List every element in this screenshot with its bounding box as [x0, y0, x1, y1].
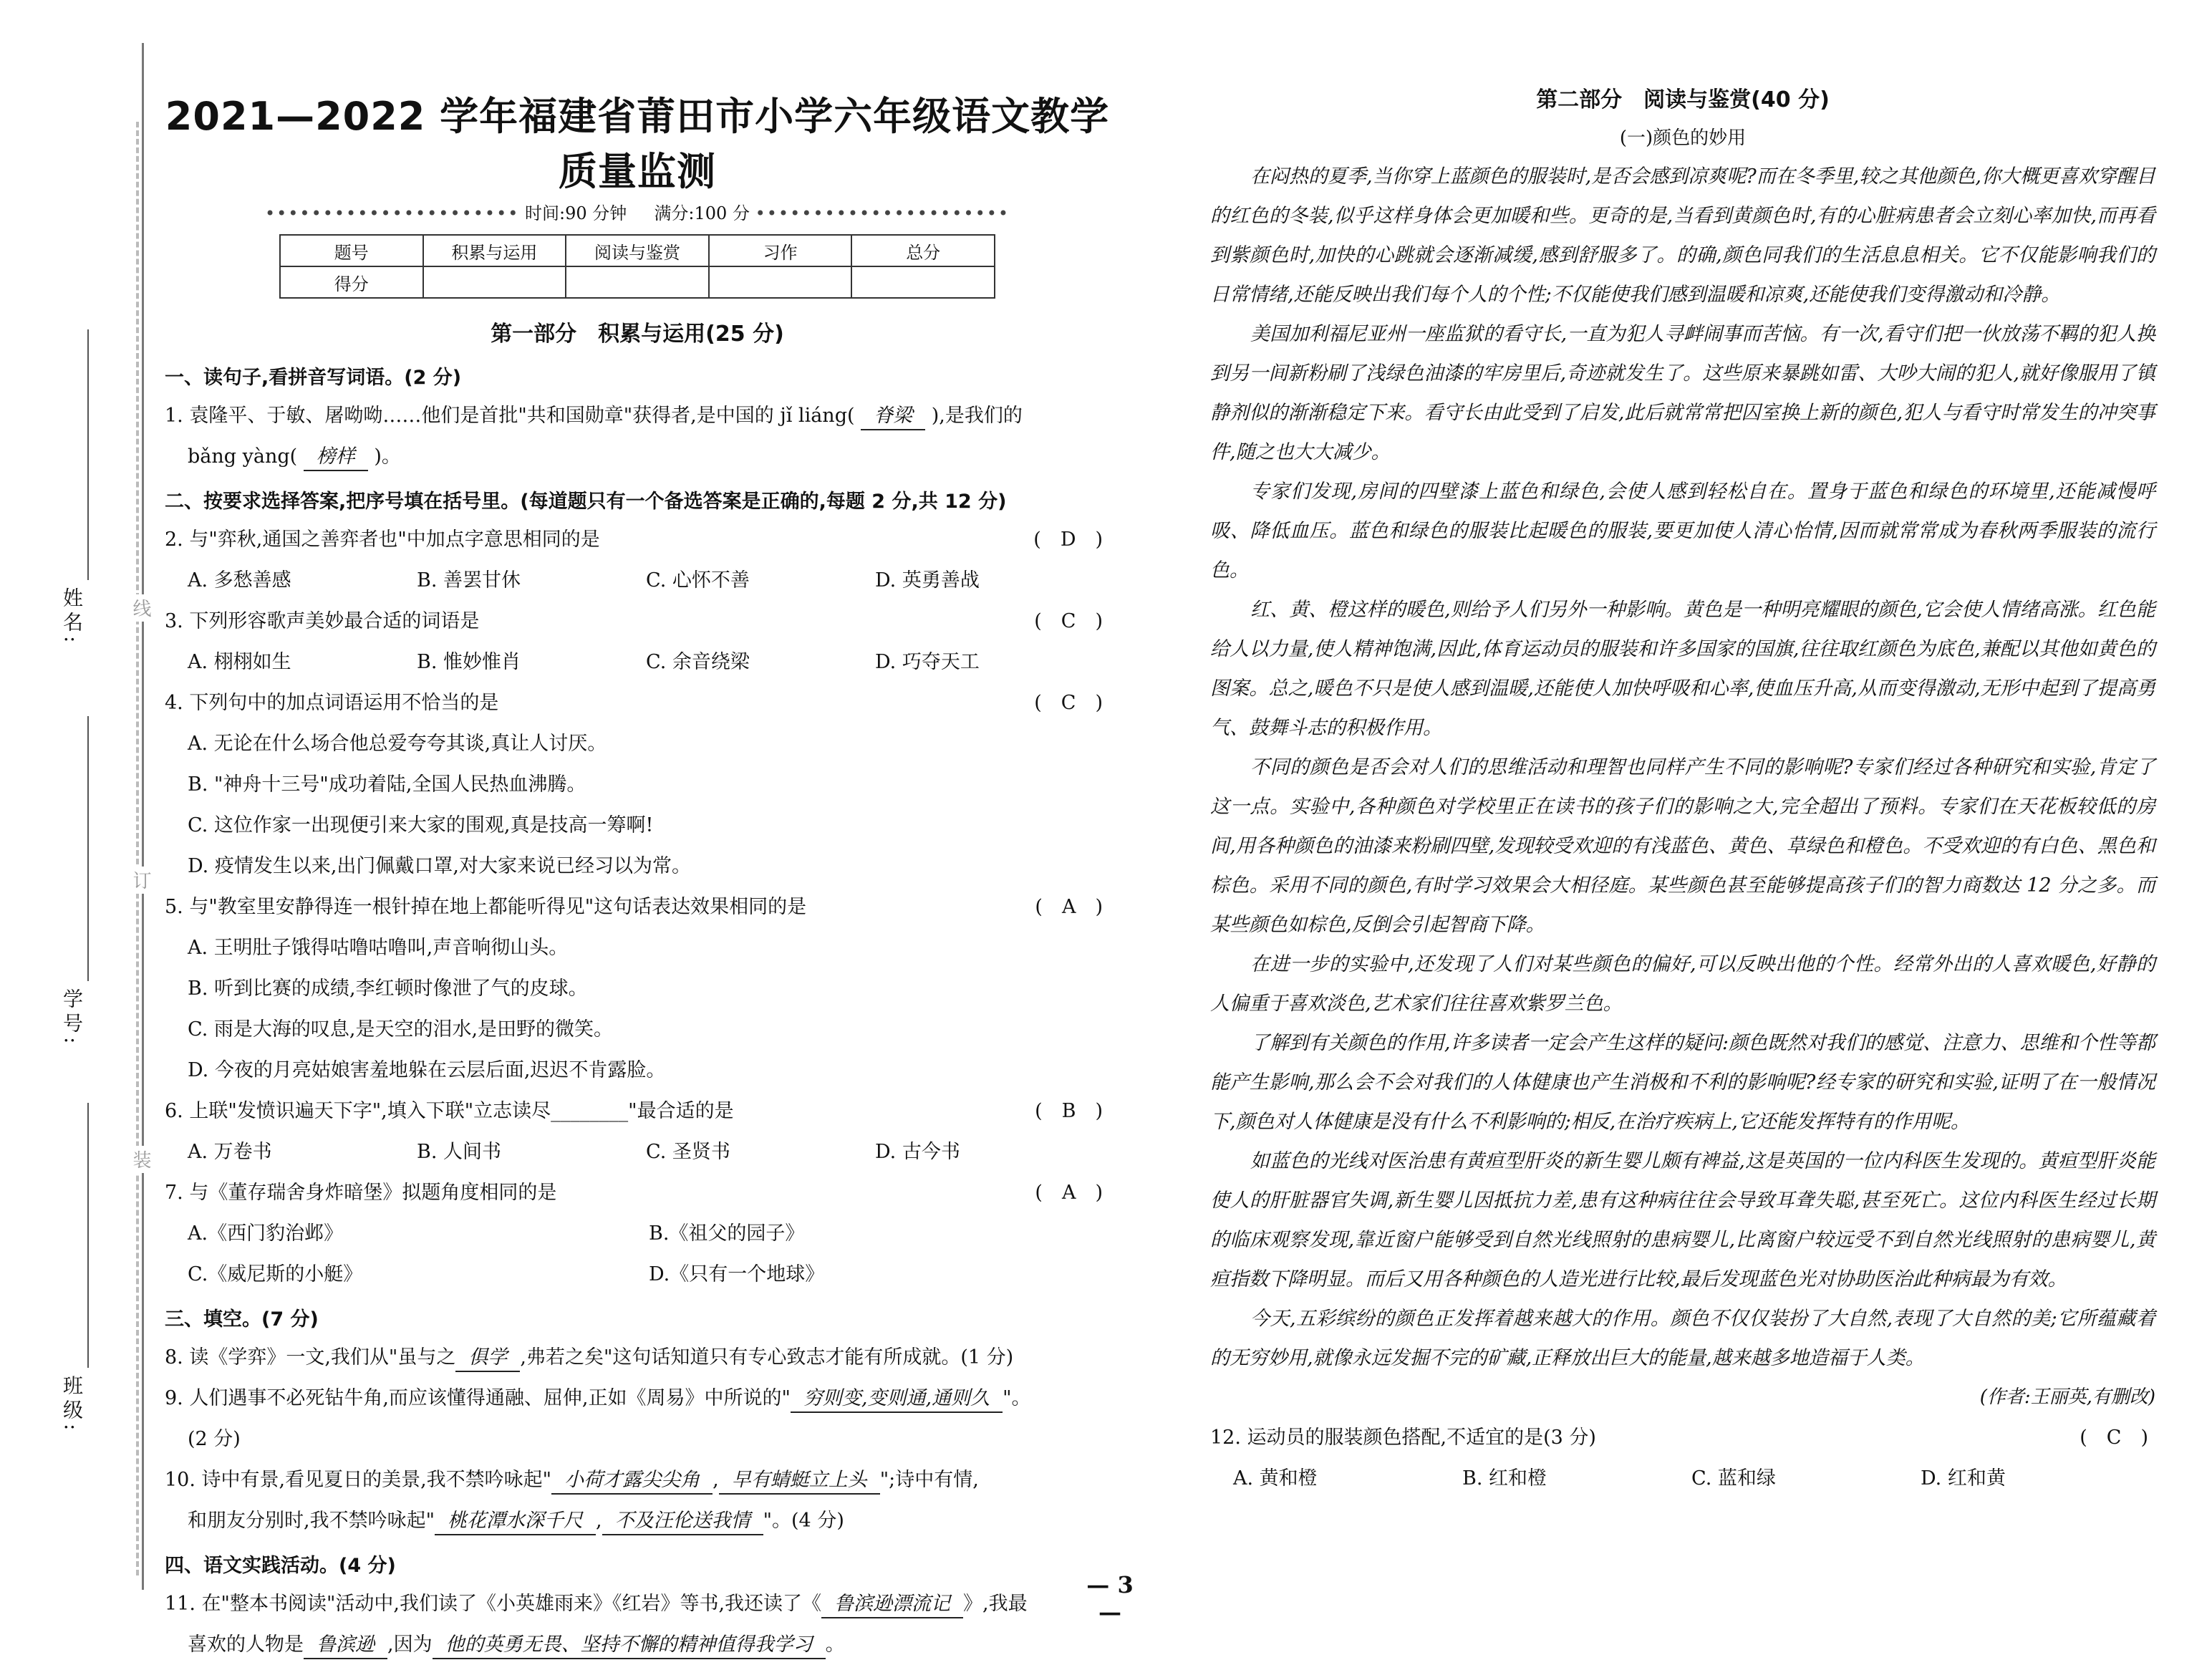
name-underline	[87, 329, 89, 580]
q7-answer[interactable]: ( A )	[1035, 1182, 1103, 1204]
question-6	[165, 1091, 1110, 1131]
q2-answer[interactable]: ( D )	[1033, 529, 1103, 551]
option: C. 蓝和绿	[1691, 1467, 1776, 1490]
subtitle-dots-left: ••••••••••••••••••••••	[264, 203, 520, 223]
score-cell[interactable]	[851, 266, 995, 298]
section-3-heading: 三、填空。(7 分)	[165, 1308, 319, 1331]
q12-answer[interactable]: ( C )	[2080, 1427, 2148, 1449]
score-table-score-row	[280, 266, 995, 298]
question-7	[165, 1172, 1110, 1213]
class-underline	[87, 1103, 89, 1368]
exam-time: 时间:90 分钟	[525, 203, 627, 223]
q12-text: 12. 运动员的服装颜色搭配,不适宜的是(3 分)	[1210, 1427, 1596, 1449]
option: D. 巧夺天工	[875, 651, 980, 673]
option: A. 栩栩如生	[188, 651, 291, 673]
question-4	[165, 682, 1110, 723]
option: C. 圣贤书	[646, 1141, 730, 1163]
question-11	[165, 1583, 1110, 1624]
score-header-cell: 总分	[851, 235, 995, 266]
passage-paragraph: 了解到有关颜色的作用,许多读者一定会产生这样的疑问:颜色既然对我们的感觉、注意力、思维和个性等都能产生影响,那么会不会对我们的人体健康也产生消极和不利的影响呢?经专家的研究和实验,证明了在一般情况下,颜色对人体健康是没有什么不利影响的;相反,在治疗疾病上,它还能发挥特有的作用呢。	[1210, 1032, 2155, 1133]
q10-answer-1[interactable]: 小荷才露尖尖角	[551, 1467, 713, 1495]
option: D. 古今书	[875, 1141, 960, 1163]
q10-text-c: 和朋友分别时,我不禁吟咏起"	[188, 1510, 435, 1532]
question-1-line1	[165, 395, 1110, 436]
q11-answer-1[interactable]: 鲁滨逊漂流记	[821, 1591, 963, 1618]
q11-text-d: ,因为	[387, 1633, 433, 1656]
q10-text-a: 10. 诗中有景,看见夏日的美景,我不禁吟咏起"	[165, 1469, 552, 1491]
q8-answer[interactable]: 俱学	[455, 1345, 520, 1372]
option: B.《祖父的园子》	[649, 1222, 805, 1245]
q11-answer-3[interactable]: 他的英勇无畏、坚持不懈的精神值得我学习	[433, 1632, 826, 1659]
q5-option-a: A. 王明肚子饿得咕噜咕噜叫,声音响彻山头。	[188, 937, 569, 959]
question-2	[165, 519, 1110, 560]
option: A. 黄和橙	[1233, 1467, 1318, 1490]
option: C.《威尼斯的小艇》	[188, 1263, 363, 1285]
q11-text-b: 》,我最	[963, 1593, 1028, 1615]
number-label: 学号:	[60, 988, 84, 1048]
q12-options	[1210, 1458, 2155, 1499]
question-8	[165, 1337, 1110, 1378]
q11-text-e: 。	[825, 1633, 845, 1656]
passage-paragraph: 红、黄、橙这样的暖色,则给予人们另外一种影响。黄色是一种明亮耀眼的颜色,它会使人情绪高涨。红色能给人以力量,使人精神饱满,因此,体育运动员的服装和许多国家的国旗,往往取红颜色为底色,兼配以其他如黄色的图案。总之,暖色不只是使人感到温暖,还能使人加快呼吸和心率,使血压升高,从而变得激动,无形中起到了提高勇气、鼓舞斗志的积极作用。	[1210, 599, 2155, 739]
q1-text-b: ),是我们的	[931, 405, 1023, 427]
option: A. 多愁善感	[188, 569, 291, 592]
q4-option-b: B. "神舟十三号"成功着陆,全国人民热血沸腾。	[188, 773, 586, 796]
exam-full-score: 满分:100 分	[654, 203, 750, 223]
score-header-cell: 题号	[280, 235, 423, 266]
option: D.《只有一个地球》	[649, 1263, 825, 1285]
q9-score: (2 分)	[188, 1428, 241, 1450]
q1-text-d: )。	[374, 445, 401, 468]
q10-separator: ,	[713, 1469, 719, 1491]
q5-option-d: D. 今夜的月亮姑娘害羞地躲在云层后面,迟迟不肯露脸。	[188, 1059, 666, 1081]
passage-title: (一)颜色的妙用	[1619, 127, 1747, 149]
passage-paragraph: 在闷热的夏季,当你穿上蓝颜色的服装时,是否会感到凉爽呢?而在冬季里,较之其他颜色,你大概更喜欢穿醒目的红色的冬装,似乎这样身体会更加暖和些。更奇的是,当看到黄颜色时,有的心脏病患者会立刻心率加快,而再看到紫颜色时,加快的心跳就会逐渐减缓,感到舒服多了。的确,颜色同我们的生活息息相关。它不仅能影响我们的日常情绪,还能反映出我们每个人的个性;不仅能使我们感到温暖和凉爽,还能使我们变得激动和冷静。	[1210, 165, 2155, 306]
part2-title: 第二部分 阅读与鉴赏(40 分)	[1536, 87, 1830, 112]
part1-title: 第一部分 积累与运用(25 分)	[491, 322, 784, 347]
section-4-heading: 四、语文实践活动。(4 分)	[165, 1555, 396, 1577]
q9-text-a: 9. 人们遇事不必死钻牛角,而应该懂得通融、屈伸,正如《周易》中所说的"	[165, 1387, 791, 1409]
section-1-heading: 一、读句子,看拼音写词语。(2 分)	[165, 367, 462, 389]
q3-options	[165, 642, 1110, 682]
q8-text-b: ,弗若之矣"这句话知道只有专心致志才能有所成就。(1 分)	[520, 1346, 1014, 1369]
question-12	[1210, 1417, 2155, 1458]
passage-paragraph: 专家们发现,房间的四壁漆上蓝色和绿色,会使人感到轻松自在。置身于蓝色和绿色的环境里,还能减慢呼吸、降低血压。蓝色和绿色的服装比起暖色的服装,要更加使人清心怡情,因而就常常成为春秋两季服装的流行色。	[1210, 481, 2155, 581]
binding-margin	[0, 0, 151, 1641]
q9-answer[interactable]: 穷则变,变则通,通则久	[791, 1386, 1003, 1413]
passage-author: (作者:王丽英,有删改)	[1979, 1386, 2155, 1408]
q5-answer[interactable]: ( A )	[1035, 896, 1103, 918]
q3-text: 3. 下列形容歌声美妙最合适的词语是	[165, 610, 480, 632]
question-5	[165, 887, 1110, 927]
option: D. 英勇善战	[875, 569, 980, 592]
option: B. 惟妙惟肖	[417, 651, 521, 673]
exam-title: 2021—2022 学年福建省莆田市小学六年级语文教学质量监测	[165, 94, 1110, 194]
q5-option-b: B. 听到比赛的成绩,李红顿时像泄了气的皮球。	[188, 978, 588, 1000]
binding-word-line: 线	[127, 594, 154, 622]
option: A.《西门豹治邺》	[188, 1222, 344, 1245]
q2-options	[165, 560, 1110, 601]
option: B. 善罢甘休	[417, 569, 521, 592]
binding-word-staple: 订	[127, 867, 154, 894]
q10-answer-2[interactable]: 早有蜻蜓立上头	[719, 1467, 880, 1495]
option: C. 心怀不善	[646, 569, 750, 592]
binding-solid-line	[142, 43, 144, 1590]
question-10-line2	[165, 1500, 1110, 1541]
option: C. 余音绕梁	[646, 651, 750, 673]
question-1-line2	[165, 436, 1110, 477]
option: A. 万卷书	[188, 1141, 272, 1163]
q4-text: 4. 下列句中的加点词语运用不恰当的是	[165, 692, 499, 714]
q7-text: 7. 与《董存瑞舍身炸暗堡》拟题角度相同的是	[165, 1182, 557, 1204]
score-header-cell: 习作	[709, 235, 852, 266]
q4-option-a: A. 无论在什么场合他总爱夸夸其谈,真让人讨厌。	[188, 733, 607, 755]
q6-answer[interactable]: ( B )	[1035, 1100, 1103, 1122]
passage-paragraph: 美国加利福尼亚州一座监狱的看守长,一直为犯人寻衅闹事而苦恼。有一次,看守们把一伙放荡不羁的犯人换到另一间新粉刷了浅绿色油漆的牢房里后,奇迹就发生了。这些原来暴跳如雷、大吵大闹的犯人,就好像服用了镇静剂似的渐渐稳定下来。看守长由此受到了启发,此后就常常把囚室换上新的颜色,犯人与看守时常发生的冲突事件,随之也大大减少。	[1210, 323, 2155, 463]
score-cell[interactable]	[709, 266, 852, 298]
question-10	[165, 1459, 1110, 1500]
q1-text-a: 1. 袁隆平、于敏、屠呦呦……他们是首批"共和国勋章"获得者,是中国的 jǐ liáng(	[165, 405, 855, 427]
q4-option-c: C. 这位作家一出现便引来大家的围观,真是技高一筹啊!	[188, 814, 654, 836]
number-underline	[87, 716, 89, 981]
q10-answer-4[interactable]: 不及汪伦送我情	[602, 1508, 763, 1535]
q9-text-b: "。	[1003, 1387, 1031, 1409]
q10-text-d: "。(4 分)	[763, 1510, 844, 1532]
name-label: 姓名:	[60, 587, 84, 647]
q8-text-a: 8. 读《学弈》一文,我们从"虽与之	[165, 1346, 456, 1369]
passage-paragraph: 如蓝色的光线对医治患有黄疸型肝炎的新生婴儿颇有裨益,这是英国的一位内科医生发现的。黄疸型肝炎能使人的肝脏器官失调,新生婴儿因抵抗力差,患有这种病往往会导致耳聋失聪,甚至死亡。这位内科医生经过长期的临床观察发现,靠近窗户能够受到自然光线照射的患病婴儿,比离窗户较远受不到自然光线照射的患病婴儿,黄疸指数下降明显。而后又用各种颜色的人造光进行比较,最后发现蓝色光对协助医治此种病最为有效。	[1210, 1150, 2155, 1290]
score-cell[interactable]	[566, 266, 709, 298]
q5-option-c: C. 雨是大海的叹息,是天空的泪水,是田野的微笑。	[188, 1018, 614, 1041]
option: B. 人间书	[417, 1141, 502, 1163]
q10-separator: ,	[596, 1510, 602, 1532]
question-3	[165, 601, 1110, 642]
passage-paragraph: 在进一步的实验中,还发现了人们对某些颜色的偏好,可以反映出他的个性。经常外出的人喜欢暖色,好静的人偏重于喜欢淡色,艺术家们往往喜欢紫罗兰色。	[1210, 953, 2155, 1015]
class-label: 班级:	[60, 1375, 84, 1435]
q7-options-row2	[165, 1254, 1110, 1295]
q4-option-d: D. 疫情发生以来,出门佩戴口罩,对大家来说已经习以为常。	[188, 855, 692, 877]
passage-paragraph: 今天,五彩缤纷的颜色正发挥着越来越大的作用。颜色不仅仅装扮了大自然,表现了大自然的美;它所蕴藏着的无穷妙用,就像永远发掘不完的矿藏,正释放出巨大的能量,越来越多地造福于人类。	[1210, 1308, 2155, 1369]
q5-text: 5. 与"教室里安静得连一根针掉在地上都能听得见"这句话表达效果相同的是	[165, 896, 807, 918]
option: D. 红和黄	[1921, 1467, 2006, 1490]
question-11-line2	[165, 1624, 1110, 1665]
page-number: — 3 —	[1086, 1571, 1134, 1626]
q11-answer-2[interactable]: 鲁滨逊	[304, 1632, 387, 1659]
subtitle-dots-right: ••••••••••••••••••••••	[755, 203, 1010, 223]
q2-text: 2. 与"弈秋,通国之善弈者也"中加点字意思相同的是	[165, 529, 600, 551]
q1-answer-1[interactable]: 脊梁	[861, 403, 925, 430]
passage-paragraph: 不同的颜色是否会对人们的思维活动和理智也同样产生不同的影响呢?专家们经过各种研究和实验,肯定了这一点。实验中,各种颜色对学校里正在读书的孩子们的影响之大,完全超出了预料。专家们在天花板较低的房间,用各种颜色的油漆来粉刷四壁,发现较受欢迎的有浅蓝色、黄色、草绿色和橙色。不受欢迎的有白色、黑色和棕色。采用不同的颜色,有时学习效果会大相径庭。某些颜色甚至能够提高孩子们的智力商数达 12 分之多。而某些颜色如棕色,反倒会引起智商下降。	[1210, 756, 2155, 936]
q4-answer[interactable]: ( C )	[1034, 692, 1103, 714]
q10-text-b: ";诗中有情,	[879, 1469, 979, 1491]
q1-text-c: bǎng yàng(	[188, 445, 298, 468]
option: B. 红和橙	[1462, 1467, 1547, 1490]
question-9	[165, 1378, 1110, 1419]
binding-dashed-line	[136, 122, 139, 1575]
score-table-header-row	[280, 235, 995, 266]
q10-answer-3[interactable]: 桃花潭水深千尺	[435, 1508, 596, 1535]
score-cell[interactable]	[423, 266, 566, 298]
score-header-cell: 积累与运用	[423, 235, 566, 266]
section-2-heading: 二、按要求选择答案,把序号填在括号里。(每道题只有一个备选答案是正确的,每题 2 分,共 12 分)	[165, 491, 1007, 513]
right-page	[1210, 72, 2155, 1499]
q1-answer-2[interactable]: 榜样	[304, 444, 368, 471]
q6-options	[165, 1131, 1110, 1172]
q11-text-c: 喜欢的人物是	[188, 1633, 304, 1656]
exam-subtitle	[165, 199, 1110, 224]
q6-text: 6. 上联"发愤识遍天下字",填入下联"立志读尽________"最合适的是	[165, 1100, 734, 1122]
score-row-label: 得分	[280, 266, 423, 298]
left-page	[165, 72, 1110, 1665]
binding-word-bind: 装	[127, 1146, 154, 1173]
score-header-cell: 阅读与鉴赏	[566, 235, 709, 266]
score-table	[279, 234, 995, 299]
q11-text-a: 11. 在"整本书阅读"活动中,我们读了《小英雄雨来》《红岩》等书,我还读了《	[165, 1593, 822, 1615]
q3-answer[interactable]: ( C )	[1034, 610, 1103, 632]
q7-options-row1	[165, 1213, 1110, 1254]
